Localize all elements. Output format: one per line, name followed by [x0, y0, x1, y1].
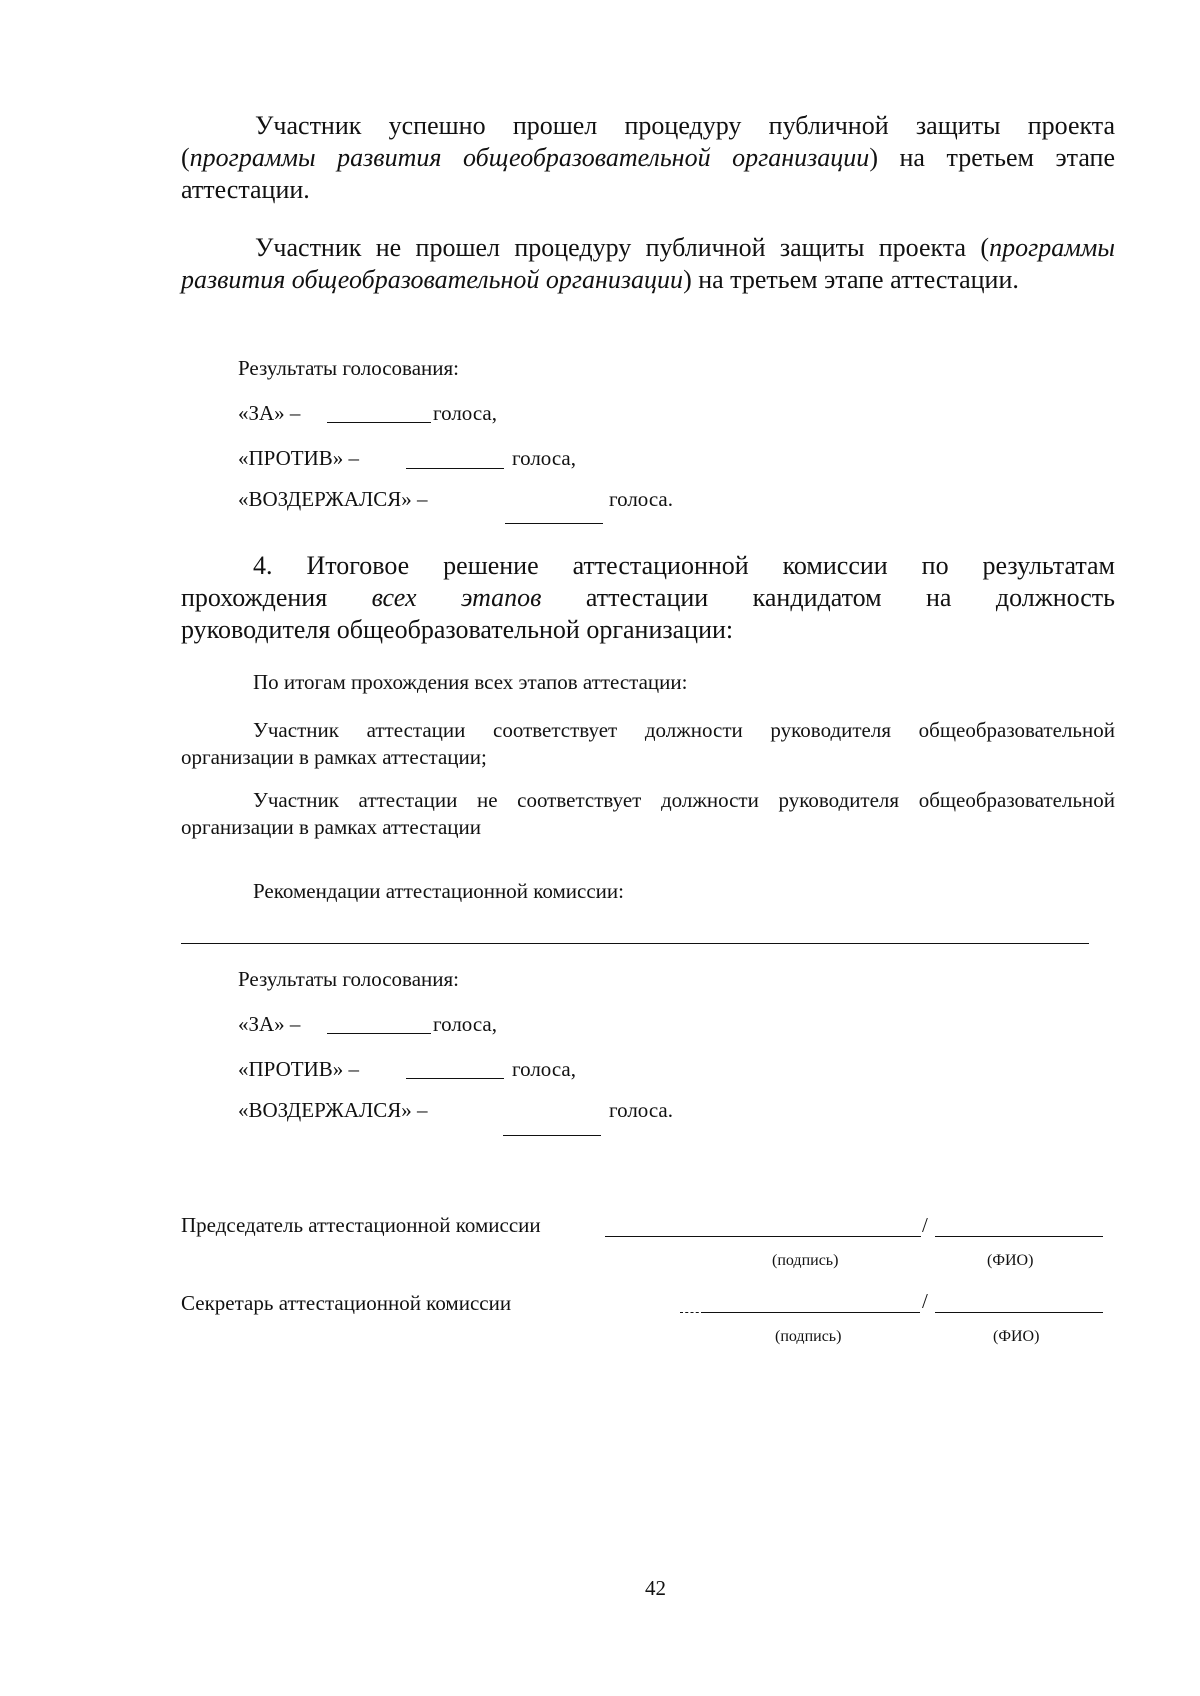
vote2-vozd-blank[interactable]: [503, 1135, 601, 1136]
vote2-za-label: «ЗА» –: [238, 1012, 301, 1036]
vote2-za-blank[interactable]: [327, 1033, 431, 1034]
section4-line2-a: прохождения: [181, 583, 328, 612]
paragraph-fail-start: Участник не прошел процедуру публичной защиты проекта (: [255, 233, 990, 262]
page-number: 42: [645, 1576, 666, 1600]
vote1-protiv-suffix: голоса,: [512, 446, 576, 470]
vote1-protiv-blank[interactable]: [406, 468, 504, 469]
paragraph-fail-italic: программы развития общеобразовательной организации: [181, 233, 1115, 294]
chair-signature-line[interactable]: [605, 1236, 921, 1237]
section4-line2-italic2: этапов: [460, 583, 542, 612]
vote2-protiv-blank[interactable]: [406, 1078, 504, 1079]
vote2-protiv-label: «ПРОТИВ» –: [238, 1057, 360, 1081]
chair-name-caption: (ФИО): [987, 1252, 1034, 1269]
vote1-za-suffix: голоса,: [433, 401, 497, 425]
vote1-vozd-blank[interactable]: [505, 523, 603, 524]
paragraph-fail-end: ) на третьем этапе аттестации.: [683, 265, 1019, 294]
paragraph-success-start: Участник успешно прошел процедуру публичной защиты проекта (: [181, 111, 1115, 172]
vote2-za-suffix: голоса,: [433, 1012, 497, 1036]
secretary-label: Секретарь аттестационной комиссии: [181, 1291, 512, 1315]
section4-line1: [253, 550, 1115, 582]
results-option-1: Участник аттестации соответствует должности руководителя общеобразовательной организации в рамках аттестации;: [181, 718, 1115, 769]
results-option-2: Участник аттестации не соответствует должности руководителя общеобразовательной организации в рамках аттестации: [181, 788, 1115, 839]
vote1-protiv-label: «ПРОТИВ» –: [238, 446, 360, 470]
section4-line2-italic1: всех: [371, 583, 417, 612]
section4-number: 4.: [253, 551, 273, 580]
recommendations-line[interactable]: [181, 943, 1089, 944]
vote1-vozd-label: «ВОЗДЕРЖАЛСЯ» –: [238, 487, 428, 511]
vote2-vozd-label: «ВОЗДЕРЖАЛСЯ» –: [238, 1098, 428, 1122]
paragraph-success-italic: программы развития общеобразовательной организации: [189, 143, 870, 172]
chair-slash: /: [922, 1213, 928, 1237]
vote2-heading: Результаты голосования:: [238, 967, 459, 991]
secretary-name-line[interactable]: [935, 1312, 1103, 1313]
paragraph-fail: [181, 232, 1115, 296]
section4-line3: руководителя общеобразовательной организации:: [181, 615, 734, 644]
vote1-heading: Результаты голосования:: [238, 356, 459, 380]
vote2-vozd-suffix: голоса.: [609, 1098, 673, 1122]
secretary-signature-caption: (подпись): [775, 1328, 842, 1345]
section4-line1-text: Итоговое решение аттестационной комиссии по результатам: [306, 551, 1116, 580]
chair-label: Председатель аттестационной комиссии: [181, 1213, 541, 1237]
section4-line2: [181, 582, 1115, 614]
recommendations-label: Рекомендации аттестационной комиссии:: [253, 879, 624, 903]
secretary-slash: /: [922, 1289, 928, 1313]
paragraph-success: [181, 110, 1115, 206]
vote1-za-label: «ЗА» –: [238, 401, 301, 425]
vote1-za-blank[interactable]: [327, 422, 431, 423]
section4-line2-b: аттестации кандидатом на должность: [585, 583, 1116, 612]
vote1-vozd-suffix: голоса.: [609, 487, 673, 511]
secretary-signature-line[interactable]: [704, 1312, 920, 1313]
secretary-signature-line-start[interactable]: [680, 1312, 704, 1313]
vote2-protiv-suffix: голоса,: [512, 1057, 576, 1081]
chair-signature-caption: (подпись): [772, 1252, 839, 1269]
secretary-name-caption: (ФИО): [993, 1328, 1040, 1345]
paragraph-success-end: ) на третьем этапе аттестации.: [181, 143, 1115, 204]
results-intro: По итогам прохождения всех этапов аттестации:: [253, 670, 688, 694]
chair-name-line[interactable]: [935, 1236, 1103, 1237]
